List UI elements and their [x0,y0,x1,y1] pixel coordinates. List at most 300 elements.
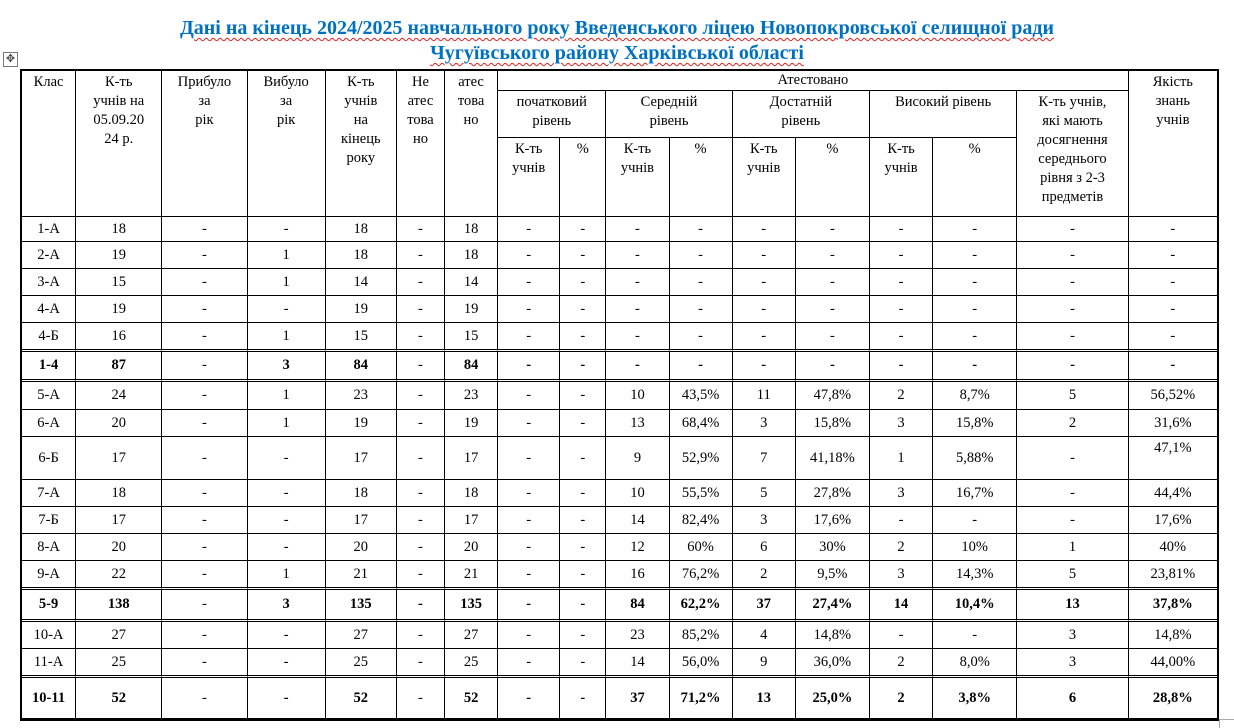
header-initial-pct: % [560,138,606,217]
table-cell: - [1129,242,1217,269]
table-cell: 13 [1017,590,1128,622]
table-row [22,480,1217,507]
table-cell: - [248,437,326,480]
header-count-end: К-ть учнів на кінець року [326,71,397,217]
class-cell: 10-А [22,622,76,649]
table-cell: - [560,507,606,534]
table-cell: 31,6% [1129,410,1217,437]
table-row [22,269,1217,296]
table-cell: 19 [326,410,397,437]
table-cell: 17 [326,437,397,480]
table-cell: 44,00% [1129,649,1217,678]
table-cell: 8,0% [933,649,1017,678]
table-cell: - [606,323,669,352]
table-cell: - [670,269,733,296]
table-cell: 3,8% [933,678,1017,719]
table-cell: - [1017,507,1128,534]
table-cell: - [1129,323,1217,352]
table-cell: 9 [606,437,669,480]
table-cell: - [670,323,733,352]
header-quality: Якість знань учнів [1129,71,1217,217]
table-row [22,534,1217,561]
table-row [22,382,1217,410]
table-cell: 10% [933,534,1017,561]
table-cell: 27,8% [796,480,870,507]
table-cell: - [248,217,326,242]
table-cell: - [162,649,247,678]
table-cell: - [248,678,326,719]
table-cell: - [498,352,560,382]
header-initial-count: К-ть учнів [498,138,560,217]
table-cell: 3 [248,352,326,382]
move-anchor-icon[interactable]: ✥ [3,52,18,67]
table-cell: - [162,323,247,352]
table-cell: - [162,534,247,561]
header-high-pct: % [933,138,1017,217]
table-cell: 37 [606,678,669,719]
table-cell: - [560,480,606,507]
table-cell: - [397,217,445,242]
title-line-2: Чугуївського району Харківської області [430,42,804,64]
header-medium-level: Середній рівень [606,91,732,138]
class-cell: 4-А [22,296,76,323]
table-cell: - [733,217,796,242]
table-cell: 17,6% [1129,507,1217,534]
table-cell: 135 [445,590,498,622]
table-cell: - [560,678,606,719]
table-cell: 12 [606,534,669,561]
table-cell: 5 [1017,561,1128,590]
table-cell: 10 [606,382,669,410]
table-cell: 17 [445,437,498,480]
table-cell: 82,4% [670,507,733,534]
table-cell: 1 [870,437,933,480]
table-cell: 3 [1017,649,1128,678]
header-initial-level: початковий рівень [498,91,606,138]
table-cell: 1 [248,410,326,437]
table-cell: 18 [76,217,162,242]
table-row [22,323,1217,352]
table-cell: - [560,534,606,561]
document-title [0,16,1234,66]
table-cell: - [560,622,606,649]
table-cell: 27 [326,622,397,649]
table-cell: 1 [1017,534,1128,561]
table-cell: 14 [606,649,669,678]
table-cell: 3 [248,590,326,622]
table-cell: - [733,269,796,296]
table-cell: 3 [1017,622,1128,649]
class-cell: 9-А [22,561,76,590]
header-class: Клас [22,71,76,217]
table-cell: 3 [870,410,933,437]
table-cell: - [733,352,796,382]
table-cell: 3 [870,561,933,590]
table-cell: - [498,323,560,352]
table-cell: - [397,561,445,590]
table-row [22,622,1217,649]
table-cell: 6 [733,534,796,561]
table-cell: 14 [606,507,669,534]
table-cell: - [162,507,247,534]
table-cell: 27 [76,622,162,649]
table-cell: - [397,410,445,437]
class-cell: 3-А [22,269,76,296]
table-cell: - [162,437,247,480]
table-cell: - [397,678,445,719]
table-cell: 18 [326,480,397,507]
table-cell: - [870,217,933,242]
header-attested-group: Атестовано [498,71,1129,91]
table-cell: 47,8% [796,382,870,410]
table-cell: - [248,480,326,507]
header-sufficient-count: К-ть учнів [733,138,796,217]
table-cell: 47,1% [1129,437,1217,480]
table-row [22,437,1217,480]
table-cell: - [397,534,445,561]
table-cell: 21 [445,561,498,590]
table-cell: 76,2% [670,561,733,590]
table-cell: 41,18% [796,437,870,480]
table-cell: 9,5% [796,561,870,590]
table-cell: 19 [445,410,498,437]
table-cell: - [498,622,560,649]
table-cell: 43,5% [670,382,733,410]
table-cell: - [397,507,445,534]
table-row [22,352,1217,382]
header-certified: атес това но [445,71,498,217]
table-cell: - [870,323,933,352]
class-cell: 7-А [22,480,76,507]
table-cell: 16 [606,561,669,590]
table-cell: - [397,323,445,352]
table-cell: - [870,622,933,649]
table-cell: 9 [733,649,796,678]
table-cell: 2 [1017,410,1128,437]
table-cell: 16 [76,323,162,352]
table-cell: - [397,352,445,382]
table-cell: 37,8% [1129,590,1217,622]
table-cell: - [933,352,1017,382]
table-cell: - [498,269,560,296]
table-cell: 62,2% [670,590,733,622]
table-cell: 25,0% [796,678,870,719]
table-cell: 23 [606,622,669,649]
class-cell: 6-А [22,410,76,437]
table-cell: 17 [445,507,498,534]
table-cell: - [498,382,560,410]
table-cell: - [498,590,560,622]
table-cell: 5,88% [933,437,1017,480]
table-cell: 19 [326,296,397,323]
class-cell: 11-А [22,649,76,678]
table-cell: 52 [326,678,397,719]
resize-handle[interactable] [1219,719,1234,728]
table-row [22,561,1217,590]
class-cell: 1-А [22,217,76,242]
table-cell: 20 [445,534,498,561]
table-cell: - [670,296,733,323]
table-row [22,296,1217,323]
table-cell: 135 [326,590,397,622]
table-cell: 22 [76,561,162,590]
title-line-1: Дані на кінець 2024/2025 навчального року Введенського ліцею Новопокровської селищної ради [180,17,1054,39]
table-cell: 1 [248,269,326,296]
table-cell: 84 [326,352,397,382]
table-cell: - [870,296,933,323]
table-cell: - [796,242,870,269]
header-sufficient-level: Достатній рівень [733,91,870,138]
table-cell: 17 [76,437,162,480]
table-cell: - [560,242,606,269]
table-cell: - [933,242,1017,269]
table-cell: - [796,296,870,323]
table-cell: - [670,217,733,242]
table-cell: - [870,242,933,269]
table-cell: 7 [733,437,796,480]
table-row [22,410,1217,437]
table-cell: - [162,678,247,719]
table-cell: - [796,323,870,352]
table-row [22,217,1217,242]
header-left: Вибуло за рік [248,71,326,217]
table-cell: 1 [248,242,326,269]
table-cell: - [733,242,796,269]
table-cell: - [162,561,247,590]
table-cell: - [397,296,445,323]
class-cell: 6-Б [22,437,76,480]
table-cell: 68,4% [670,410,733,437]
table-cell: 20 [326,534,397,561]
table-cell: 19 [76,242,162,269]
table-cell: 23 [326,382,397,410]
table-cell: - [796,269,870,296]
table-cell: - [397,242,445,269]
table-cell: - [933,323,1017,352]
table-cell: - [733,296,796,323]
table-cell: 14,8% [1129,622,1217,649]
table-cell: 25 [76,649,162,678]
table-cell: - [248,296,326,323]
table-cell: - [560,382,606,410]
table-cell: - [162,622,247,649]
table-cell: 3 [870,480,933,507]
table-cell: - [796,217,870,242]
table-cell: 2 [870,649,933,678]
table-cell: 27 [445,622,498,649]
table-cell: 87 [76,352,162,382]
table-cell: - [733,323,796,352]
table-cell: - [796,352,870,382]
table-cell: - [498,296,560,323]
table-cell: 10,4% [933,590,1017,622]
header-achievement-count: К-ть учнів, які мають досягнення середнього рівня з 2-3 предметів [1017,91,1128,217]
table-cell: - [870,269,933,296]
table-cell: 4 [733,622,796,649]
class-cell: 7-Б [22,507,76,534]
table-cell: 20 [76,534,162,561]
table-cell: 5 [1017,382,1128,410]
table-cell: - [162,410,247,437]
table-cell: 15 [76,269,162,296]
table-cell: - [560,217,606,242]
table-cell: 20 [76,410,162,437]
table-cell: - [397,622,445,649]
table-cell: 2 [870,382,933,410]
table-cell: - [933,269,1017,296]
class-cell: 4-Б [22,323,76,352]
header-count-start: К-ть учнів на 05.09.20 24 р. [76,71,162,217]
table-cell: 19 [76,296,162,323]
table-cell: 52 [76,678,162,719]
table-cell: - [397,382,445,410]
table-cell: 44,4% [1129,480,1217,507]
table-cell: 52 [445,678,498,719]
table-cell: 17 [326,507,397,534]
table-row [22,678,1217,719]
class-cell: 5-А [22,382,76,410]
table-cell: - [1017,437,1128,480]
table-cell: - [560,269,606,296]
table-cell: 71,2% [670,678,733,719]
table-cell: - [498,649,560,678]
table-cell: 14,3% [933,561,1017,590]
table-cell: 52,9% [670,437,733,480]
table-cell: 56,0% [670,649,733,678]
table-cell: 17 [76,507,162,534]
table-cell: - [248,622,326,649]
table-cell: 18 [326,217,397,242]
table-cell: 138 [76,590,162,622]
table-cell: - [397,590,445,622]
table-cell: - [560,352,606,382]
table-cell: - [933,217,1017,242]
table-cell: 14 [326,269,397,296]
table-cell: 18 [445,217,498,242]
table-cell: 15 [326,323,397,352]
header-medium-count: К-ть учнів [606,138,669,217]
table-cell: 60% [670,534,733,561]
table-cell: - [606,217,669,242]
table-cell: 23 [445,382,498,410]
table-cell: - [1129,269,1217,296]
table-row [22,649,1217,678]
table-cell: - [1017,269,1128,296]
table-cell: 25 [445,649,498,678]
header-medium-pct: % [670,138,733,217]
class-cell: 1-4 [22,352,76,382]
table-cell: 30% [796,534,870,561]
table-cell: - [162,590,247,622]
table-cell: 25 [326,649,397,678]
table-cell: 17,6% [796,507,870,534]
table-cell: - [560,323,606,352]
table-cell: 13 [606,410,669,437]
table-cell: - [560,296,606,323]
table-cell: 84 [445,352,498,382]
table-cell: 14 [870,590,933,622]
table-cell: 13 [733,678,796,719]
table-cell: 37 [733,590,796,622]
table-cell: 23,81% [1129,561,1217,590]
class-cell: 8-А [22,534,76,561]
table-cell: - [162,382,247,410]
table-cell: - [397,649,445,678]
table-cell: 85,2% [670,622,733,649]
table-cell: 28,8% [1129,678,1217,719]
table-cell: - [606,352,669,382]
table-cell: 84 [606,590,669,622]
table-cell: 18 [326,242,397,269]
table-cell: 2 [733,561,796,590]
class-cell: 2-А [22,242,76,269]
table-cell: 27,4% [796,590,870,622]
table-cell: - [1017,217,1128,242]
table-cell: - [397,437,445,480]
class-cell: 5-9 [22,590,76,622]
table-cell: 16,7% [933,480,1017,507]
table-cell: 18 [445,480,498,507]
table-cell: - [933,622,1017,649]
table-cell: - [162,269,247,296]
table-cell: 15,8% [796,410,870,437]
table-cell: - [606,296,669,323]
table-cell: 36,0% [796,649,870,678]
table-cell: - [560,437,606,480]
table-cell: 3 [733,507,796,534]
table-cell: - [162,480,247,507]
table-cell: - [560,649,606,678]
table-cell: - [606,269,669,296]
table-cell: - [933,296,1017,323]
table-cell: 24 [76,382,162,410]
table-cell: 56,52% [1129,382,1217,410]
table-cell: - [1129,217,1217,242]
table-cell: - [606,242,669,269]
table-cell: - [162,242,247,269]
header-arrived: Прибуло за рік [162,71,247,217]
table-cell: - [560,410,606,437]
table-row [22,507,1217,534]
table-cell: - [248,507,326,534]
table-cell: 6 [1017,678,1128,719]
header-high-count: К-ть учнів [870,138,933,217]
table-cell: - [248,534,326,561]
table-cell: - [498,561,560,590]
table-cell: - [397,480,445,507]
table-cell: - [1017,323,1128,352]
table-cell: - [560,590,606,622]
table-cell: - [498,678,560,719]
table-cell: - [162,296,247,323]
table-cell: - [162,352,247,382]
table-cell: 18 [76,480,162,507]
table-cell: 3 [733,410,796,437]
table-cell: - [870,352,933,382]
table-cell: 8,7% [933,382,1017,410]
table-cell: - [498,480,560,507]
table-cell: - [498,217,560,242]
class-cell: 10-11 [22,678,76,719]
table-cell: 1 [248,323,326,352]
table-cell: - [1017,242,1128,269]
table-cell: - [1129,296,1217,323]
table-cell: - [670,242,733,269]
table-cell: - [498,534,560,561]
table-cell: 1 [248,561,326,590]
table-cell: 2 [870,678,933,719]
table-cell: 11 [733,382,796,410]
